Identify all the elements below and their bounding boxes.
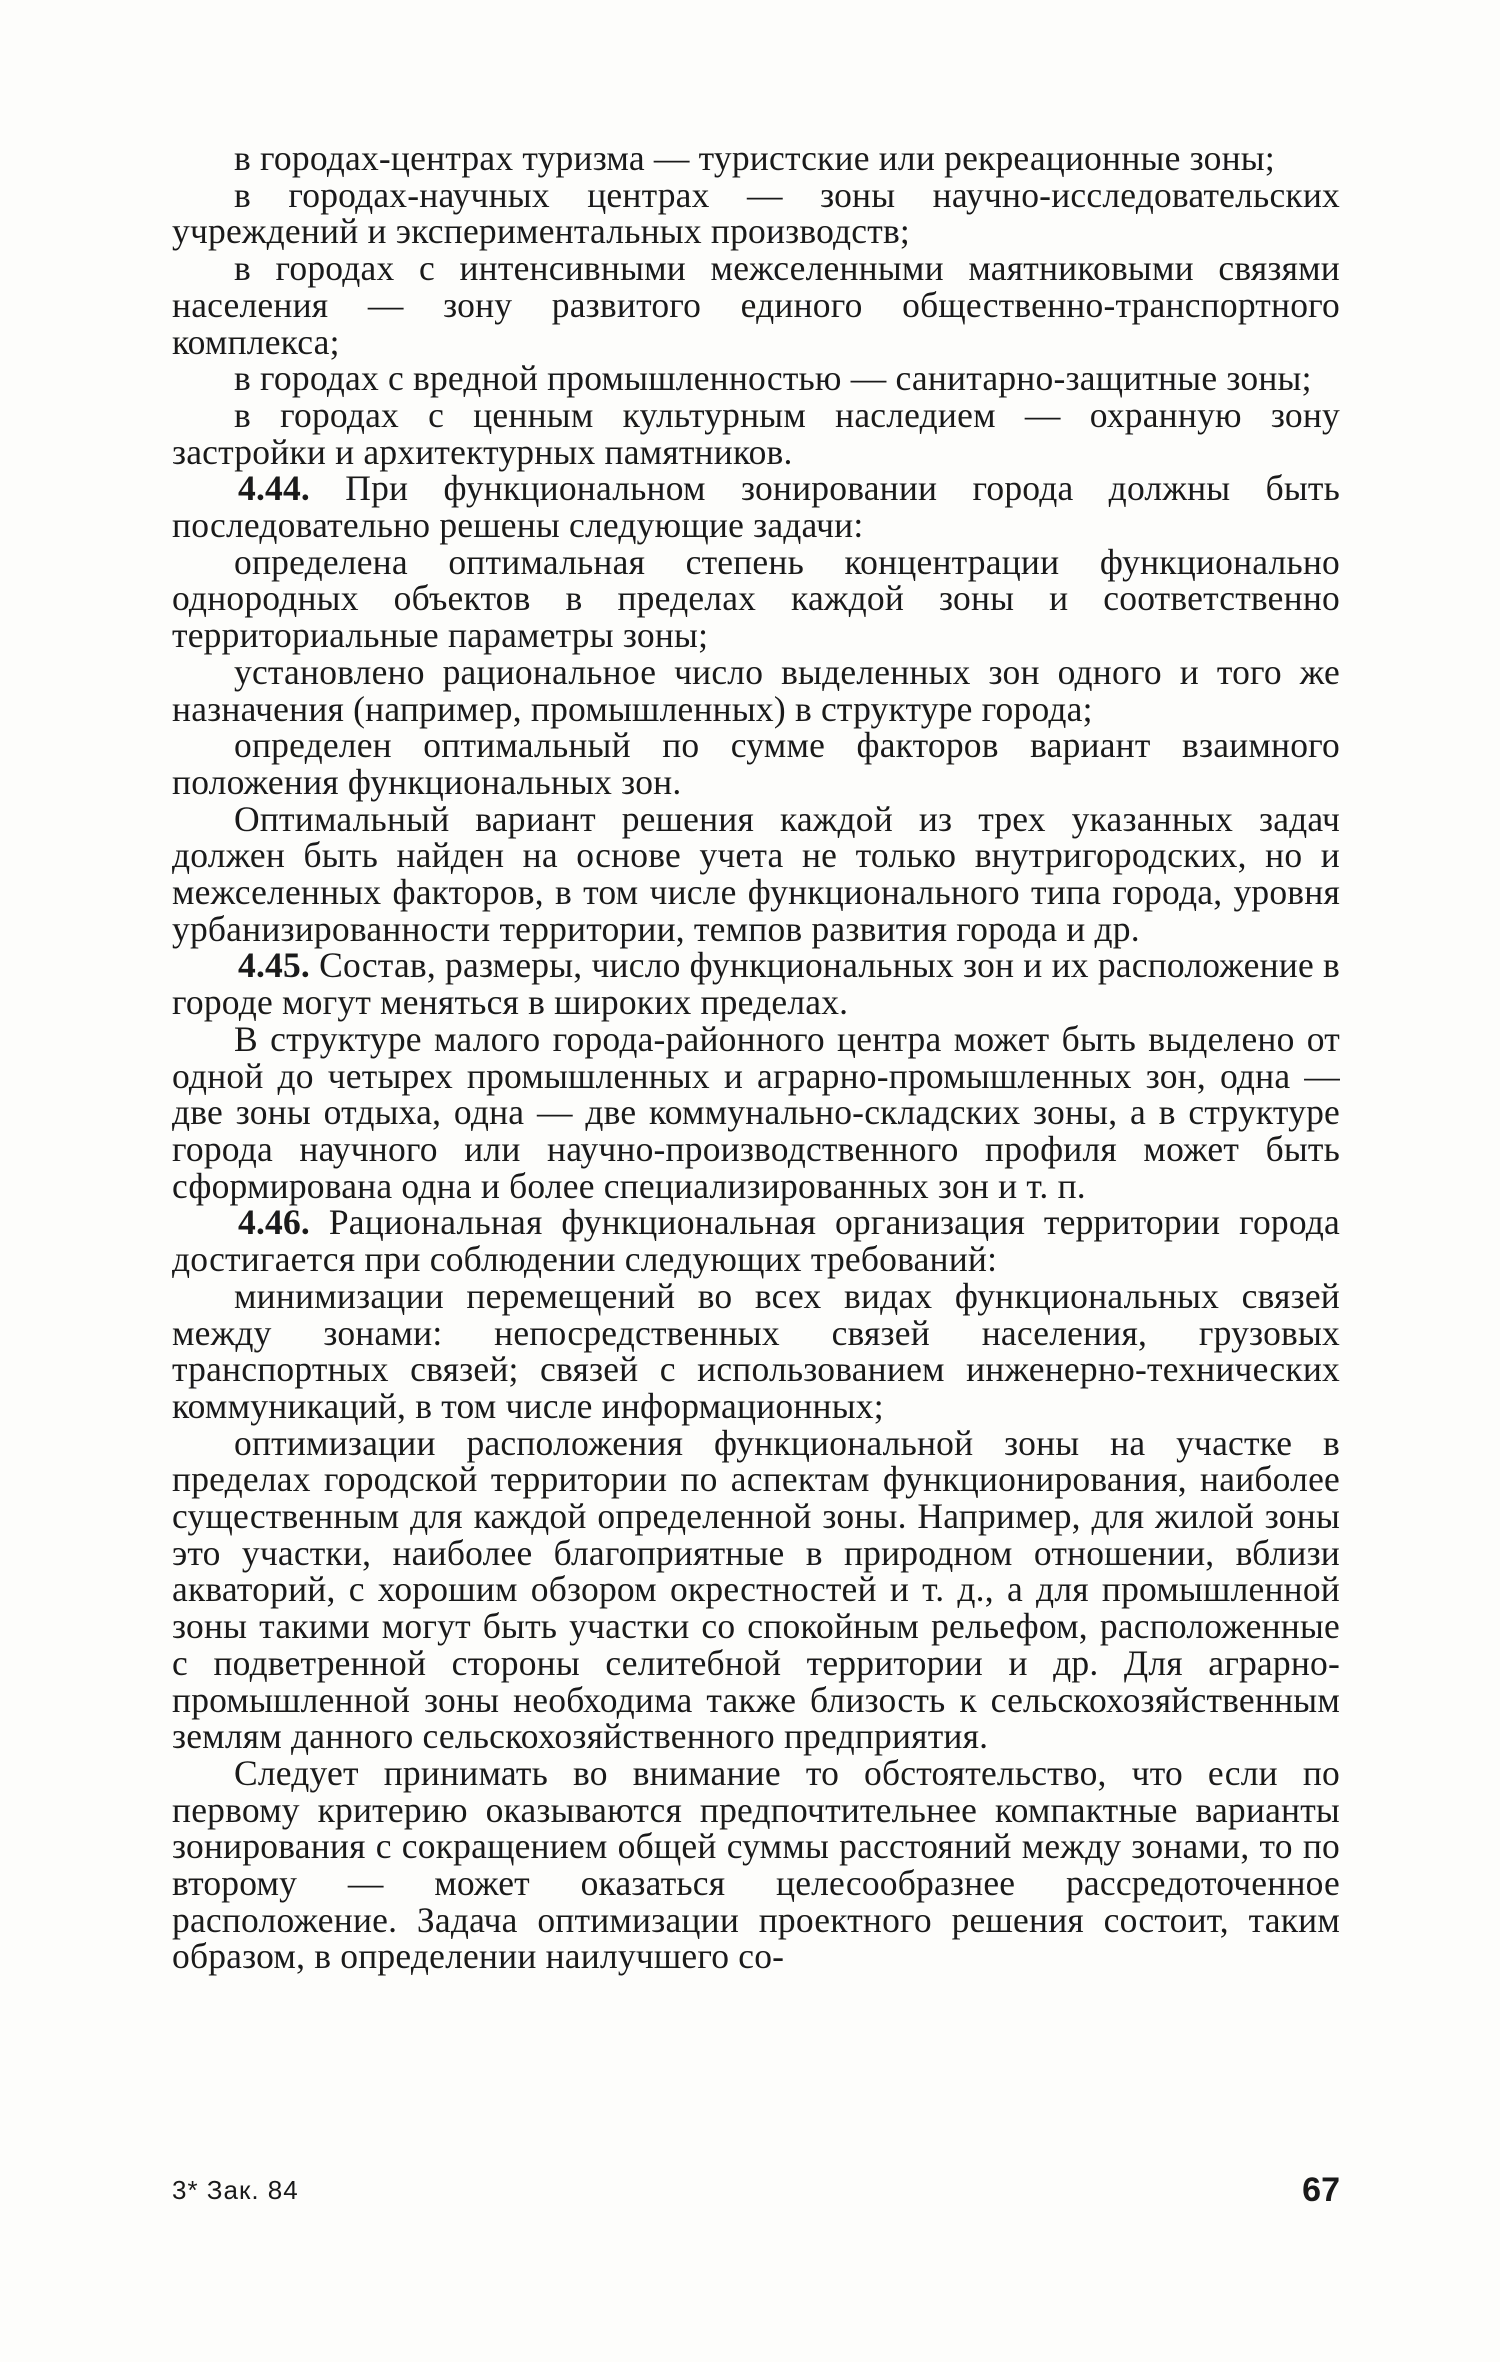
section-text: Состав, размеры, число функциональных зон и их расположение в городе могут меняться в широких пределах. bbox=[172, 945, 1341, 1023]
section-4-46 bbox=[172, 1202, 1340, 1280]
paragraph-criteria-note: Следует принимать во внимание то обстоятельство, что если по первому критерию оказываются предпочтительнее компактные варианты зонирования с сокращением общей суммы расстояний между зонами, то по второму — может оказаться целесообразнее рассредоточенное расположение. Задача оптимизации проектного решения состоит, таким образом, в определении наилучшего со- bbox=[172, 1752, 1340, 1977]
paragraph-minimize-movements: минимизации перемещений во всех видах функциональных связей между зонами: непосредственных связей населения, грузовых транспортных связей; связей с использованием инженерно-технических коммуникаций, в том числе информационных; bbox=[172, 1275, 1340, 1426]
section-number: 4.45. bbox=[238, 945, 310, 986]
paragraph-zone-count: установлено рациональное число выделенных зон одного и того же назначения (например, промышленных) в структуре города; bbox=[172, 651, 1340, 729]
page-footer bbox=[172, 2168, 1340, 2212]
paragraph-heritage-zones: в городах с ценным культурным наследием — охранную зону застройки и архитектурных памятников. bbox=[172, 394, 1340, 472]
section-4-45 bbox=[172, 945, 1341, 1023]
printer-signature: 3* Зак. 84 bbox=[172, 2175, 299, 2205]
paragraph-optimize-location: оптимизации расположения функциональной зоны на участке в пределах городской территории по аспектам функционирования, наиболее существенным для каждой определенной зоны. Например, для жилой зоны это участки, наиболее благоприятные в природном отношении, вблизи акваторий, с хорошим обзором окрестностей и т. д., а для промышленной зоны такими могут быть участки со спокойным рельефом, расположенные с подветренной стороны селитебной территории и др. Для аграрно-промышленной зоны необходима также близость к сельскохозяйственным землям данного сельскохозяйственного предприятия. bbox=[172, 1422, 1340, 1757]
paragraph-mutual-position: определен оптимальный по сумме факторов вариант взаимного положения функциональных зон. bbox=[172, 725, 1340, 802]
paragraph-transport-complex: в городах с интенсивными межселенными маятниковыми связями населения — зону развитого единого общественно-транспортного комплекса; bbox=[172, 248, 1340, 362]
paragraph-optimal-variant: Оптимальный вариант решения каждой из трех указанных задач должен быть найден на основе учета не только внутригородских, но и межселенных факторов, в том числе функционального типа города, уровня урбанизированности территории, темпов развития города и др. bbox=[172, 798, 1340, 949]
section-4-44 bbox=[172, 468, 1341, 546]
section-number: 4.46. bbox=[238, 1202, 310, 1243]
paragraph-sanitary-zones: в городах с вредной промышленностью — санитарно-защитные зоны; bbox=[234, 358, 1312, 399]
paragraph-concentration: определена оптимальная степень концентрации функционально однородных объектов в пределах каждой зоны и соответственно территориальные параметры зоны; bbox=[172, 541, 1340, 656]
section-text: При функциональном зонировании города должны быть последовательно решены следующие задачи: bbox=[172, 468, 1341, 546]
paragraph-small-town-structure: В структуре малого города-районного центра может быть выделено от одной до четырех промышленных и аграрно-промышленных зон, одна — две зоны отдыха, одна — две коммунально-складских зоны, а в структуре города научного или научно-производственного профиля может быть сформирована одна и более специализированных зон и т. п. bbox=[172, 1018, 1340, 1206]
page-number: 67 bbox=[1302, 2171, 1340, 2209]
paragraph-science-zones: в городах-научных центрах — зоны научно-исследовательских учреждений и экспериментальных производств; bbox=[172, 174, 1340, 252]
body-text bbox=[172, 140, 1340, 1975]
section-number: 4.44. bbox=[238, 468, 310, 509]
paragraph-tourism-zones: в городах-центрах туризма — туристские или рекреационные зоны; bbox=[234, 138, 1275, 178]
section-text: Рациональная функциональная организация территории города достигается при соблюдении следующих требований: bbox=[172, 1202, 1340, 1280]
